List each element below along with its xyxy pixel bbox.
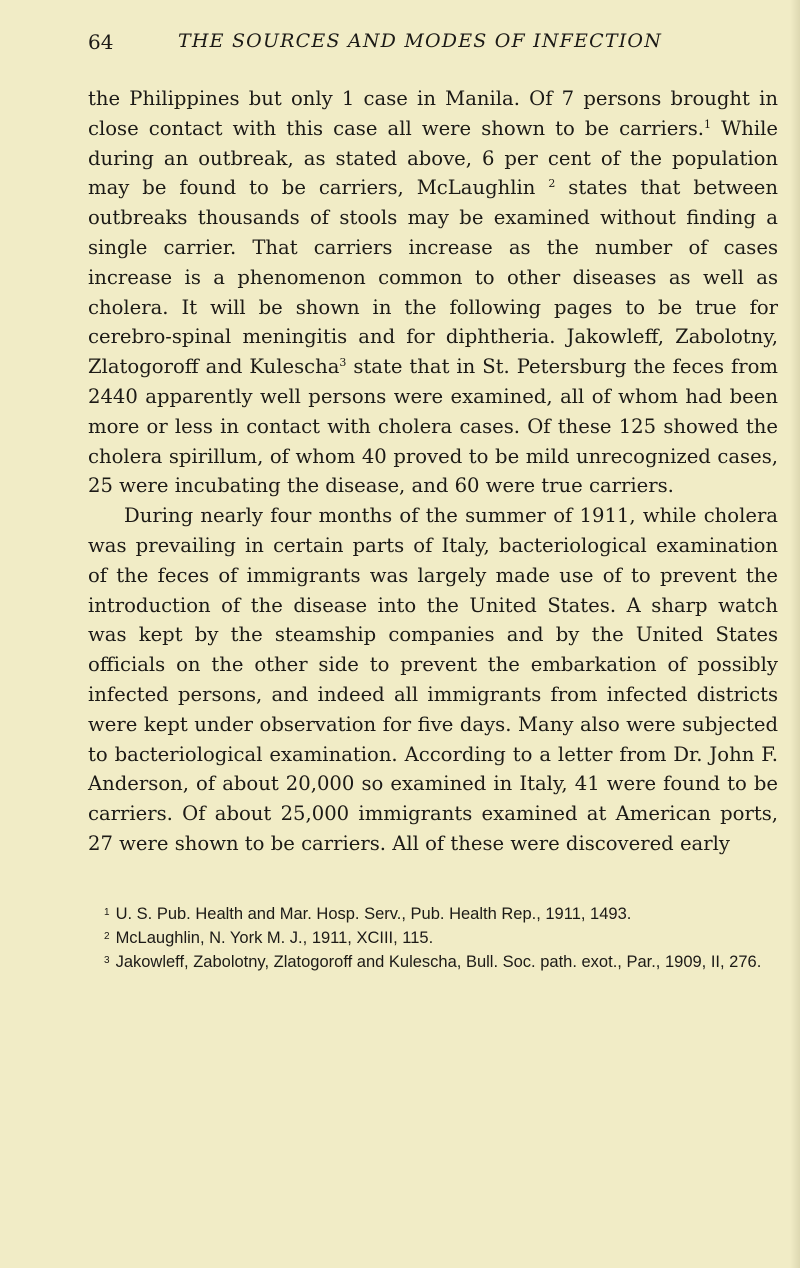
paragraph-1-text-b: While during an outbreak, as stated above, 6 per cent of the population may be found to be carriers, McLaughlin — [88, 116, 778, 200]
footnotes — [88, 902, 778, 973]
footnote-text: McLaughlin, N. York M. J., 1911, XCIII, 115. — [115, 928, 434, 947]
page-edge-shadow — [790, 0, 800, 1268]
footnote-ref-1: 1 — [704, 117, 712, 131]
footnote-3 — [88, 950, 778, 974]
paragraph-1 — [88, 84, 778, 501]
page-header — [88, 30, 768, 60]
footnote-1 — [88, 902, 778, 926]
paragraph-1-text-d: state that in St. Petersburg the feces from 2440 apparently well persons were examined, all of whom had been more or less in contact with cholera cases. Of these 125 showed the cholera spirillum, of whom 40 proved to be mild unrecognized cases, 25 were incubating the disease, and 60 were true carriers. — [88, 355, 778, 498]
footnote-mark: 3 — [104, 954, 110, 966]
footnote-ref-3: 3 — [339, 356, 347, 370]
paragraph-1-text-a: the Philippines but only 1 case in Manila. Of 7 persons brought in close contact with this case all were shown to be carriers. — [88, 87, 778, 140]
paragraph-1-text-c: states that between outbreaks thousands of stools may be examined without finding a single carrier. That carriers increase as the number of cases increase is a phenomenon common to other diseases as well as cholera. It will be shown in the following pages to be true for cerebro-spinal meningitis and for diphtheria. Jakowleff, Zabolotny, Zlatogoroff and Kulescha — [88, 176, 778, 379]
footnote-text: U. S. Pub. Health and Mar. Hosp. Serv., Pub. Health Rep., 1911, 1493. — [115, 905, 632, 923]
body-text — [88, 84, 778, 859]
footnote-2 — [88, 926, 778, 950]
running-title: THE SOURCES AND MODES OF INFECTION — [178, 30, 663, 52]
paragraph-2: During nearly four months of the summer of 1911, while cholera was prevailing in certain parts of Italy, bacteriological examination of the feces of immigrants was largely made use of to prevent the introduction of the disease into the United States. A sharp watch was kept by the steamship companies and by the United States officials on the other side to prevent the embarkation of possibly infected persons, and indeed all immigrants from infected districts were kept under observation for five days. Many also were subjected to bacteriological examination. According to a letter from Dr. John F. Anderson, of about 20,000 so examined in Italy, 41 were found to be carriers. Of about 25,000 immigrants examined at American ports, 27 were shown to be carriers. All of these were discovered early — [88, 504, 778, 855]
page-number: 64 — [88, 30, 114, 54]
footnote-ref-2: 2 — [548, 177, 556, 191]
footnote-mark: 2 — [104, 930, 110, 942]
footnote-text: Jakowleff, Zabolotny, Zlatogoroff and Kulescha, Bull. Soc. path. exot., Par., 1909, II, 276. — [115, 952, 762, 971]
footnote-mark: 1 — [104, 907, 110, 918]
